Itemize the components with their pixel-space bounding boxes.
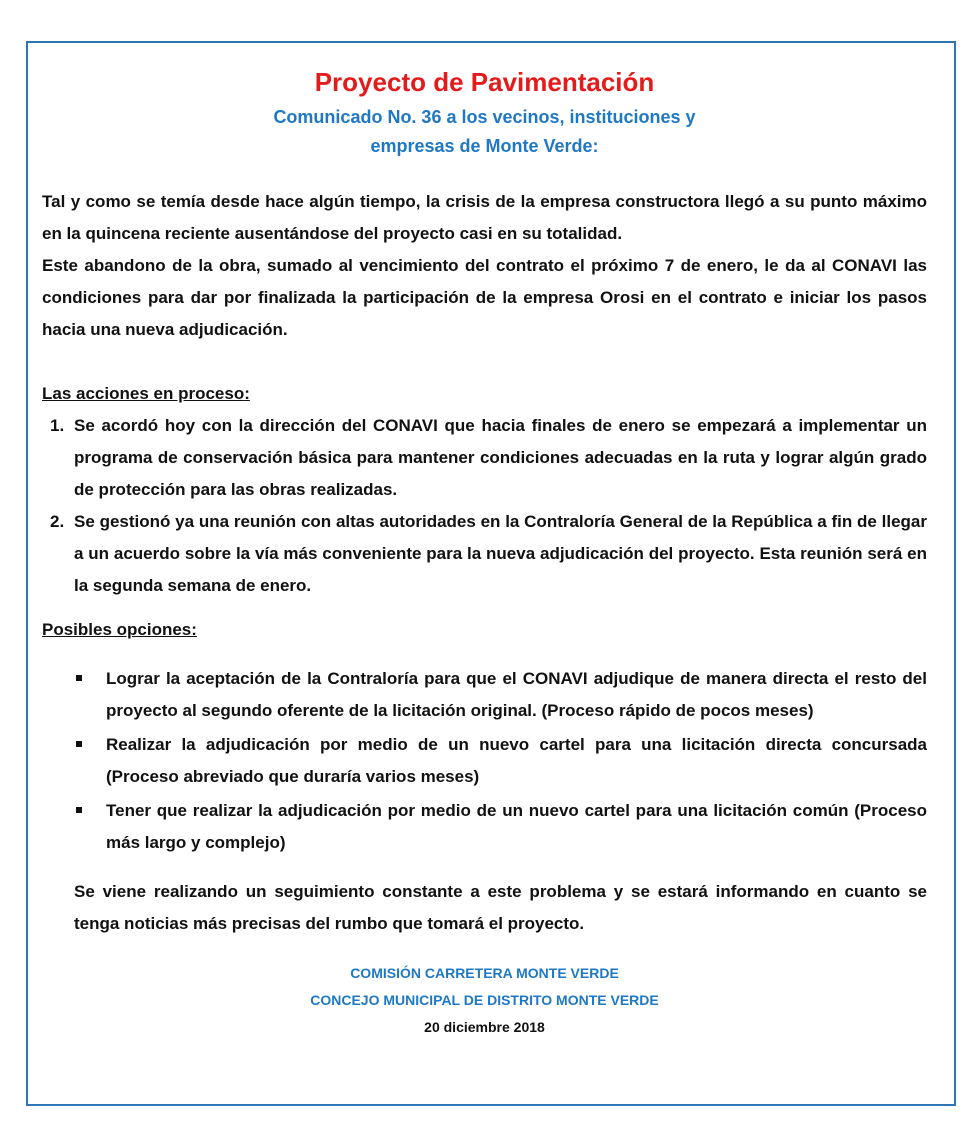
actions-heading xyxy=(42,378,927,410)
list-item xyxy=(42,506,927,602)
list-item xyxy=(42,410,927,506)
subtitle-line-1: Comunicado No. 36 a los vecinos, instituciones y xyxy=(273,107,696,127)
actions-list xyxy=(42,410,927,602)
bullet-square-icon xyxy=(76,741,82,747)
list-item-text: Lograr la aceptación de la Contraloría para que el CONAVI adjudique de manera directa el resto del proyecto al segundo oferente de la licitación original. (Proceso rápido de pocos meses) xyxy=(106,669,927,720)
list-item xyxy=(42,795,927,859)
subtitle-line-2: empresas de Monte Verde: xyxy=(370,136,599,156)
signature-date: 20 diciembre 2018 xyxy=(424,1019,545,1035)
list-item xyxy=(42,729,927,793)
actions-heading-colon: : xyxy=(244,384,250,403)
list-item-text: Tener que realizar la adjudicación por medio de un nuevo cartel para una licitación común (Proceso más largo y complejo) xyxy=(106,801,927,852)
signature-org-1: COMISIÓN CARRETERA MONTE VERDE xyxy=(350,965,619,981)
document-subtitle xyxy=(42,103,927,161)
document-frame xyxy=(26,41,956,1106)
document-title: Proyecto de Pavimentación xyxy=(314,67,655,97)
intro-paragraph-2: Este abandono de la obra, sumado al vencimiento del contrato el próximo 7 de enero, le da al CONAVI las condiciones para dar por finalizada la participación de la empresa Orosi en el contrato e iniciar los pasos hacia una nueva adjudicación. xyxy=(42,256,927,339)
closing-paragraph: Se viene realizando un seguimiento constante a este problema y se estará informando en cuanto se tenga noticias más precisas del rumbo que tomará el proyecto. xyxy=(74,882,927,933)
bullet-square-icon xyxy=(76,807,82,813)
options-list xyxy=(42,663,927,859)
signature-block xyxy=(42,960,927,1041)
document-content xyxy=(42,43,927,1041)
options-heading: Posibles opciones: xyxy=(42,620,197,639)
list-item-text: Realizar la adjudicación por medio de un nuevo cartel para una licitación directa concursada (Proceso abreviado que duraría varios meses) xyxy=(106,735,927,786)
list-item-text: Se gestionó ya una reunión con altas autoridades en la Contraloría General de la República a fin de llegar a un acuerdo sobre la vía más conveniente para la nueva adjudicación del proyecto. Esta reunión será en la segunda semana de enero. xyxy=(74,512,927,595)
list-number: 1. xyxy=(50,416,65,435)
intro-section xyxy=(42,186,927,346)
intro-paragraph-1: Tal y como se temía desde hace algún tiempo, la crisis de la empresa constructora llegó a su punto máximo en la quincena reciente ausentándose del proyecto casi en su totalidad. xyxy=(42,192,927,243)
list-number: 2. xyxy=(50,512,65,531)
bullet-square-icon xyxy=(76,675,82,681)
signature-org-2: CONCEJO MUNICIPAL DE DISTRITO MONTE VERDE xyxy=(310,992,659,1008)
actions-heading-text: Las acciones en proceso xyxy=(42,384,245,403)
list-item-text: Se acordó hoy con la dirección del CONAVI que hacia finales de enero se empezará a implementar un programa de conservación básica para mantener condiciones adecuadas en la ruta y lograr algún grado de protección para las obras realizadas. xyxy=(74,416,927,499)
list-item xyxy=(42,663,927,727)
